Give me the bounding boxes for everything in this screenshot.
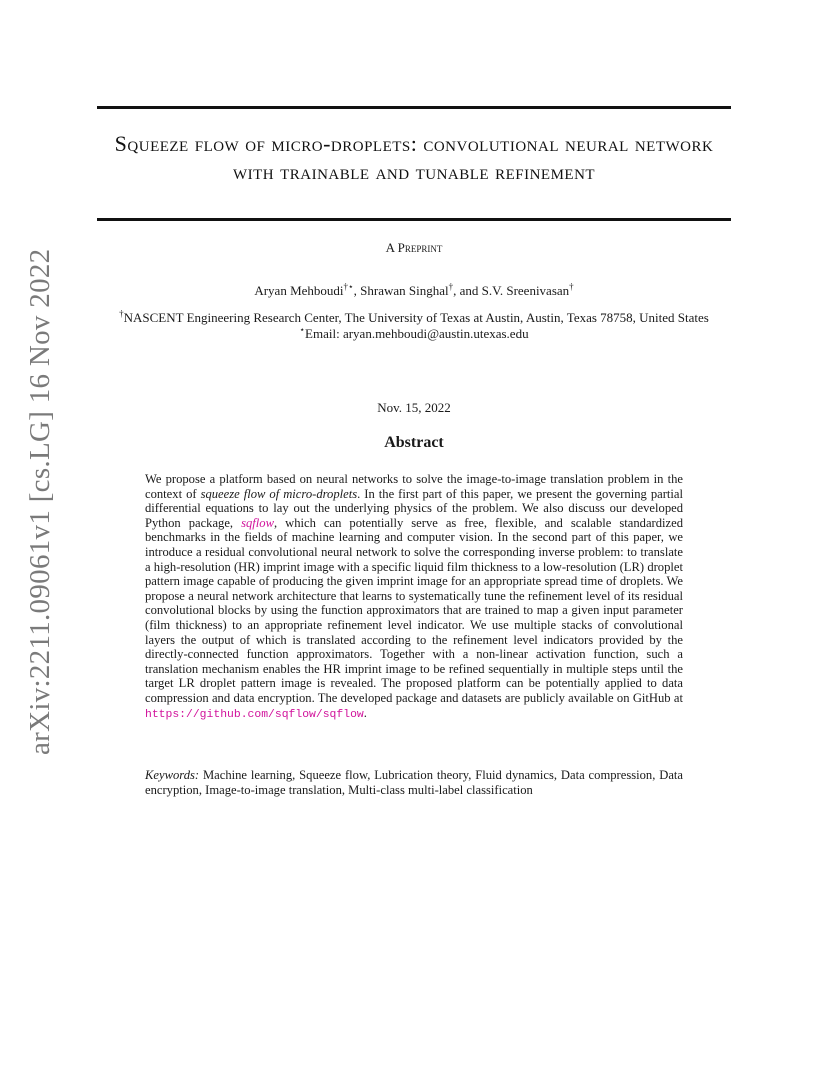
github-link[interactable]: https://github.com/sqflow/sqflow xyxy=(145,708,364,721)
affiliation-mark: † xyxy=(119,308,124,319)
author-separator: , and xyxy=(453,283,482,298)
arxiv-side-stamp: arXiv:2211.09061v1 [cs.LG] 16 Nov 2022 xyxy=(24,248,56,755)
author-name: S.V. Sreenivasan xyxy=(481,283,570,298)
author-name: Shrawan Singhal xyxy=(360,283,449,298)
author-separator: , xyxy=(353,283,361,298)
abstract-text: . xyxy=(363,705,367,720)
abstract-text: We propose a platform based on neural networks to solve the image-to-image translation problem in the context of xyxy=(145,472,683,501)
author-affiliation-mark: † xyxy=(448,281,454,292)
affiliation-line xyxy=(97,310,731,326)
keywords-label: Keywords: xyxy=(145,768,200,782)
author-list xyxy=(0,283,828,299)
author-affiliation-mark: †⋆ xyxy=(343,281,354,292)
abstract-emphasis: squeeze flow of micro-droplets xyxy=(200,486,358,501)
preprint-label: A Preprint xyxy=(385,240,443,255)
abstract-text: . In the first part of this paper, we present the governing partial differential equations to lay out the underlying physics of the problem. We also discuss our developed Python package, xyxy=(145,486,683,530)
paper-date: Nov. 15, 2022 xyxy=(377,400,451,415)
email-mark: ⋆ xyxy=(299,324,306,335)
author-name: Aryan Mehboudi xyxy=(254,283,344,298)
keywords-text: Machine learning, Squeeze flow, Lubrication theory, Fluid dynamics, Data compression, Data encryption, Image-to-image translation, Multi-class multi-label classification xyxy=(145,768,683,797)
affiliation-text: NASCENT Engineering Research Center, The University of Texas at Austin, Austin, Texas 78758, United States xyxy=(123,310,709,325)
affiliation-block xyxy=(97,310,731,341)
email-text: Email: aryan.mehboudi@austin.utexas.edu xyxy=(305,325,529,341)
abstract-text: , which can potentially serve as free, flexible, and scalable standardized benchmarks in the fields of machine learning and computer vision. In the second part of this paper, we introduce a residual convolutional neural network to solve the corresponding inverse problem: to translate a high-resolution (HR) imprint image with a specific liquid film thickness to a low-resolution (LR) droplet pattern image capable of producing the given imprint image for an appropriate spread time of droplets. We propose a neural network architecture that learns to systematically tune the refinement level of its residual convolutional blocks by using the function approximators that are trained to map a given input parameter (film thickness) to an appropriate refinement level indicator. We use multiple stacks of convolutional layers the output of which is translated according to the refinement level indicators provided by the directly-connected function approximators. Together with a non-linear activation function, such a translation mechanism enables the HR imprint image to be refined sequentially in multiple steps until the target LR droplet pattern image is revealed. The proposed platform can be potentially applied to data compression and data encryption. The developed package and datasets are publicly available on GitHub at xyxy=(145,515,684,705)
top-rule xyxy=(97,106,731,109)
keywords-block xyxy=(145,768,683,797)
email-line xyxy=(97,326,731,342)
paper-title: Squeeze flow of micro-droplets: convolutional neural network with trainable and tunable refinement xyxy=(114,131,714,184)
author-affiliation-mark: † xyxy=(569,281,574,292)
abstract-heading: Abstract xyxy=(384,434,444,451)
abstract-body xyxy=(145,472,683,722)
package-link[interactable]: sqflow xyxy=(241,515,274,530)
title-bottom-rule xyxy=(97,218,731,221)
